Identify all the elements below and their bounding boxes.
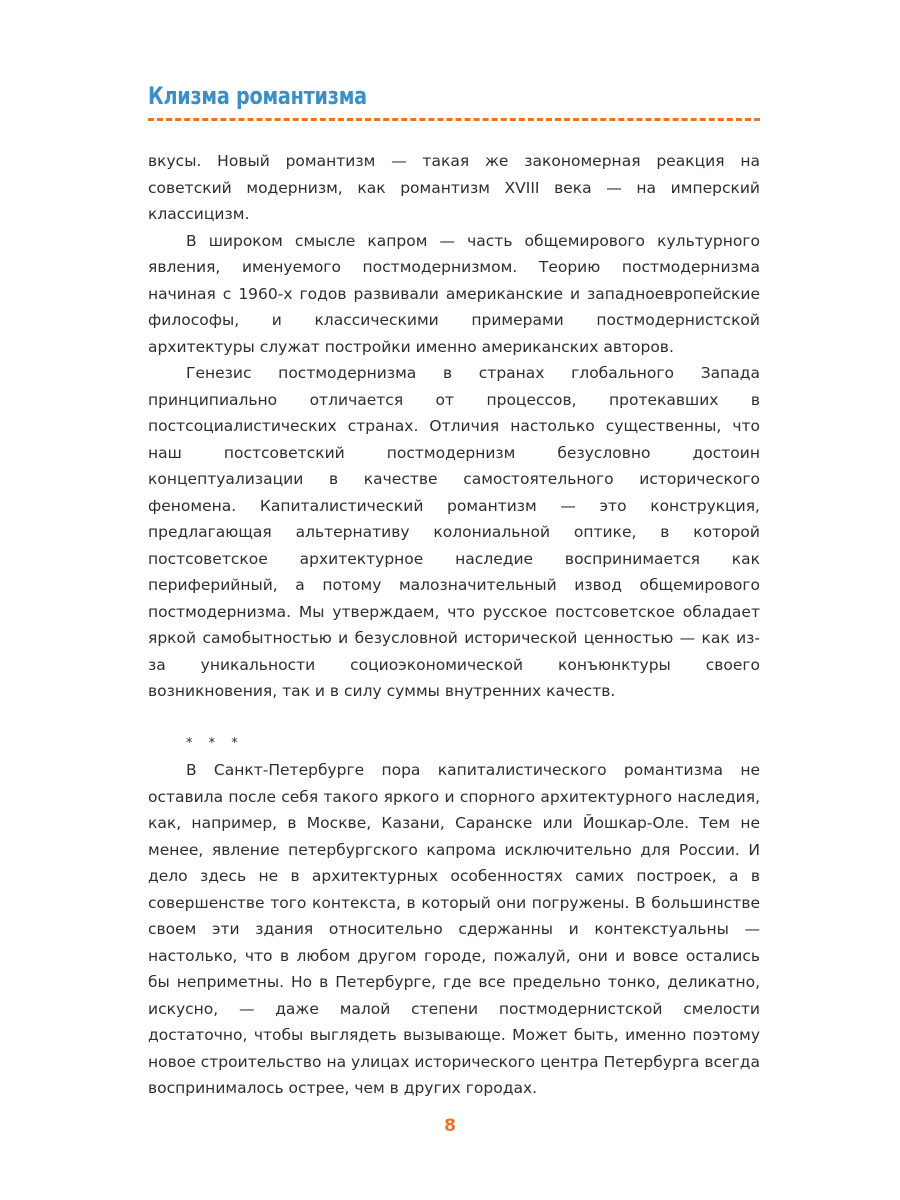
paragraph: Генезис постмодернизма в странах глобального Запада принципиально отличается от процессов, протекавших в постсоциалистических странах. Отличия настолько существенны, что наш постсоветский постмодернизм безусловно достоин концептуализации в качестве самостоятельного исторического феномена. Капиталистический романтизм — это конструкция, предлагающая альтернативу колониальной оптике, в которой постсоветское архитектурное наследие воспринимается как периферийный, а потому малозначительный извод общемирового постмодернизма. Мы утверждаем, что русское постсоветское обладает яркой самобытностью и безусловной исторической ценностью — как из-за уникальности социоэкономической конъюнктуры своего возникновения, так и в силу суммы внутренних качеств. — [148, 364, 760, 700]
section-separator: * * * — [186, 735, 244, 751]
body-text — [148, 148, 760, 1102]
paragraph: В Санкт-Петербурге пора капиталистического романтизма не оставила после себя такого яркого и спорного архитектурного наследия, как, например, в Москве, Казани, Саранске или Йошкар-Оле. Тем не менее, явление петербургского капрома исключительно для России. И дело здесь не в архитектурных особенностях самих построек, а в совершенстве того контекста, в который они погружены. В большинстве своем эти здания относительно сдержанны и контекстуальны — настолько, что в любом другом городе, пожалуй, они и вовсе остались бы неприметны. Но в Петербурге, где все предельно тонко, деликатно, искусно, — даже малой степени постмодернистской смелости достаточно, чтобы выглядеть вызывающе. Может быть, именно поэтому новое строительство на улицах исторического центра Петербурга всегда воспринималось острее, чем в других городах. — [148, 761, 760, 1097]
header-dashed-rule — [148, 118, 760, 121]
paragraph: вкусы. Новый романтизм — такая же закономерная реакция на советский модернизм, как романтизм XVIII века — на имперский классицизм. — [148, 152, 760, 223]
paragraph: В широком смысле капром — часть общемирового культурного явления, именуемого постмодернизмом. Теорию постмодернизма начиная с 1960-х годов развивали американские и западноевропейские философы, и классическими примерами постмодернистской архитектуры служат постройки именно американских авторов. — [148, 231, 760, 356]
page-number: 8 — [444, 1116, 456, 1136]
running-title: Клизма романтизма — [148, 82, 367, 110]
